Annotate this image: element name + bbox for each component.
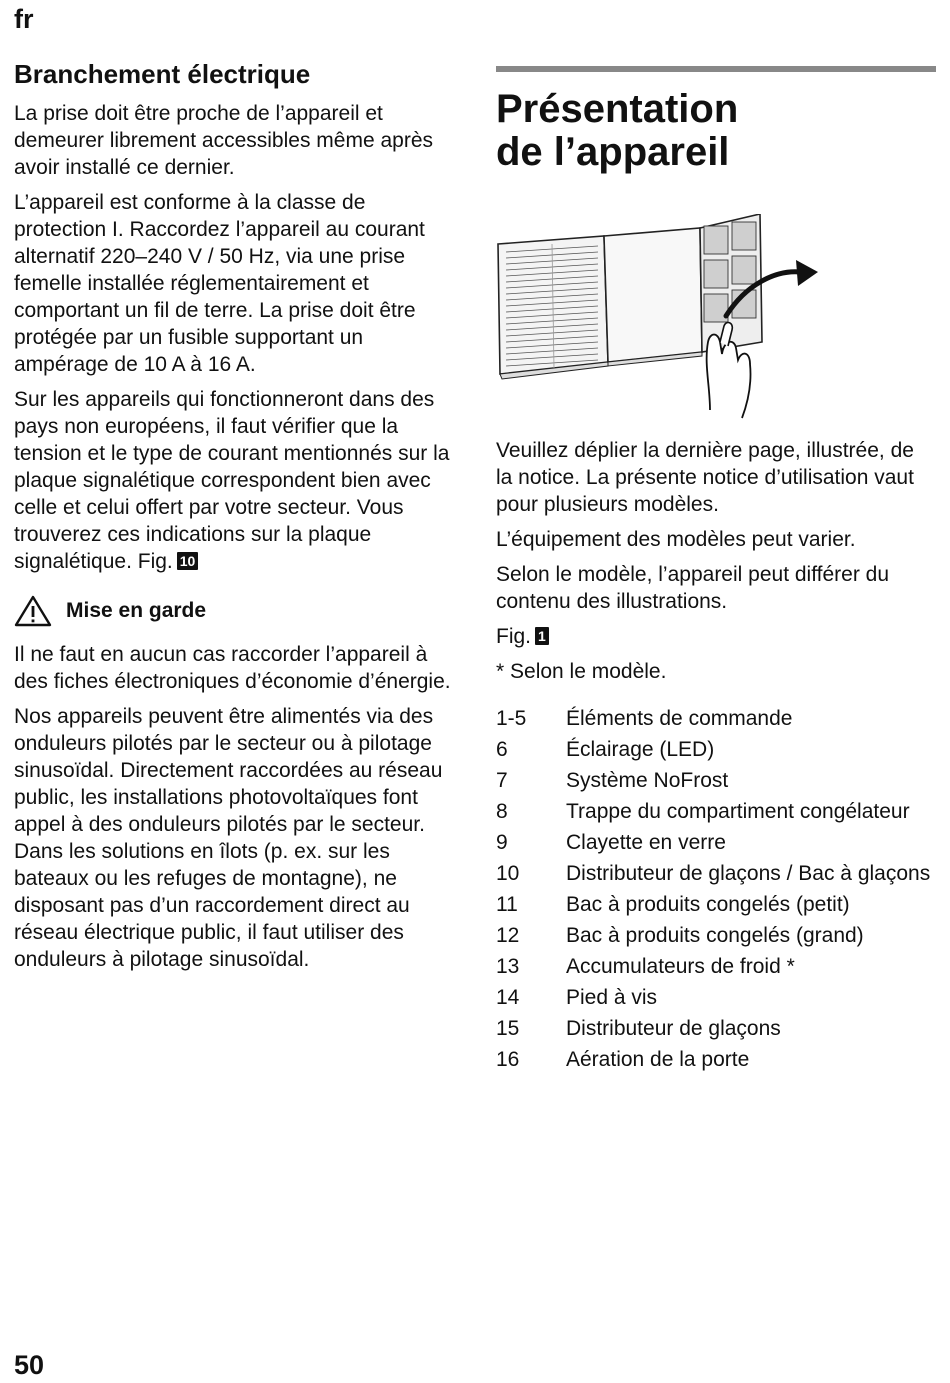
fig-number-badge: 1 (535, 627, 549, 645)
paragraph-inverters: Nos appareils peuvent être alimentés via des onduleurs pilotés par le secteur ou à pilotage sinusoïdal. Directement raccordées au réseau public, les installations photovoltaïques font appel à des onduleurs pilotés par le secteur. Dans les solutions en îlots (p. ex. sur les bateaux ou les refuges de montagne), ne disposant pas d’un raccordement direct au réseau électrique public, il faut utiliser des onduleurs à pilotage sinusoïdal. (14, 705, 443, 971)
paragraph-socket: La prise doit être proche de l’appareil et demeurer librement accessibles même après avoir installé ce dernier. (14, 102, 434, 179)
part-number: 7 (496, 769, 508, 792)
parts-list-item (496, 860, 936, 887)
part-label: Éléments de commande (566, 707, 793, 730)
part-number: 8 (496, 800, 508, 823)
fig-reference-badge: 10 (177, 552, 199, 570)
parts-list-item (496, 798, 936, 825)
part-label: Aération de la porte (566, 1048, 750, 1071)
section-rule (496, 66, 936, 72)
part-number: 16 (496, 1048, 520, 1071)
part-number: 10 (496, 862, 520, 885)
part-number: 14 (496, 986, 520, 1009)
part-label: Trappe du compartiment congélateur (566, 800, 910, 823)
part-label: Distributeur de glaçons (566, 1017, 781, 1040)
parts-list-item (496, 736, 936, 763)
paragraph-non-european (14, 386, 454, 575)
part-number: 13 (496, 955, 520, 978)
parts-list-item (496, 953, 936, 980)
page-title-line-2: de l’appareil (496, 130, 730, 174)
parts-list (496, 705, 936, 1073)
left-column (14, 58, 454, 981)
right-column (496, 66, 936, 1077)
part-label: Bac à produits congelés (grand) (566, 924, 864, 947)
section-heading-electrical: Branchement électrique (14, 59, 311, 89)
part-number: 12 (496, 924, 520, 947)
part-number: 9 (496, 831, 508, 854)
parts-list-item (496, 829, 936, 856)
parts-list-item (496, 891, 936, 918)
part-number: 11 (496, 893, 518, 916)
part-label: Accumulateurs de froid * (566, 955, 795, 978)
parts-list-item (496, 1015, 936, 1042)
paragraph-unfold: Veuillez déplier la dernière page, illustrée, de la notice. La présente notice d’utilisation vaut pour plusieurs modèles. (496, 439, 914, 516)
part-label: Système NoFrost (566, 769, 729, 792)
paragraph-energy-saving: Il ne faut en aucun cas raccorder l’appareil à des fiches électroniques d’économie d’énergie. (14, 643, 451, 693)
parts-list-item (496, 767, 936, 794)
part-number: 6 (496, 738, 508, 761)
page-number: 50 (14, 1350, 45, 1380)
language-code: fr (14, 4, 34, 34)
parts-list-item (496, 984, 936, 1011)
model-note: * Selon le modèle. (496, 660, 667, 683)
part-number: 15 (496, 1017, 520, 1040)
paragraph-model-differ: Selon le modèle, l’appareil peut différer du contenu des illustrations. (496, 563, 890, 613)
warning-title: Mise en garde (66, 599, 207, 622)
parts-list-item (496, 922, 936, 949)
parts-list-item (496, 1046, 936, 1073)
part-label: Bac à produits congelés (petit) (566, 893, 850, 916)
page-title-line-1: Présentation (496, 87, 739, 131)
part-label: Distributeur de glaçons / Bac à glaçons (566, 862, 931, 885)
paragraph-non-european-text: Sur les appareils qui fonctionneront dans des pays non européens, il faut vérifier que la tension et le type de courant mentionnés sur la plaque signalétique correspondent bien avec celle et celui offert par votre secteur. Vous trouverez ces indications sur la plaque signalétique. Fig. (14, 388, 450, 573)
fig-reference (496, 623, 936, 650)
warning-triangle-icon (14, 595, 52, 627)
warning-block (14, 595, 454, 627)
paragraph-protection-class: L’appareil est conforme à la classe de protection I. Raccordez l’appareil au courant alternatif 220–240 V / 50 Hz, via une prise femelle installée réglementairement et comportant un fil de terre. La prise doit être protégée par un fusible supportant un ampérage de 10 A à 16 A. (14, 191, 425, 376)
intro-text (496, 437, 936, 685)
parts-list-item (496, 705, 936, 732)
paragraph-equipment: L’équipement des modèles peut varier. (496, 528, 856, 551)
page-title (496, 88, 936, 174)
part-label: Éclairage (LED) (566, 738, 715, 761)
unfold-page-illustration (496, 214, 826, 424)
part-label: Pied à vis (566, 986, 658, 1009)
part-number: 1-5 (496, 707, 527, 730)
fig-label: Fig. (496, 625, 532, 648)
part-label: Clayette en verre (566, 831, 726, 854)
